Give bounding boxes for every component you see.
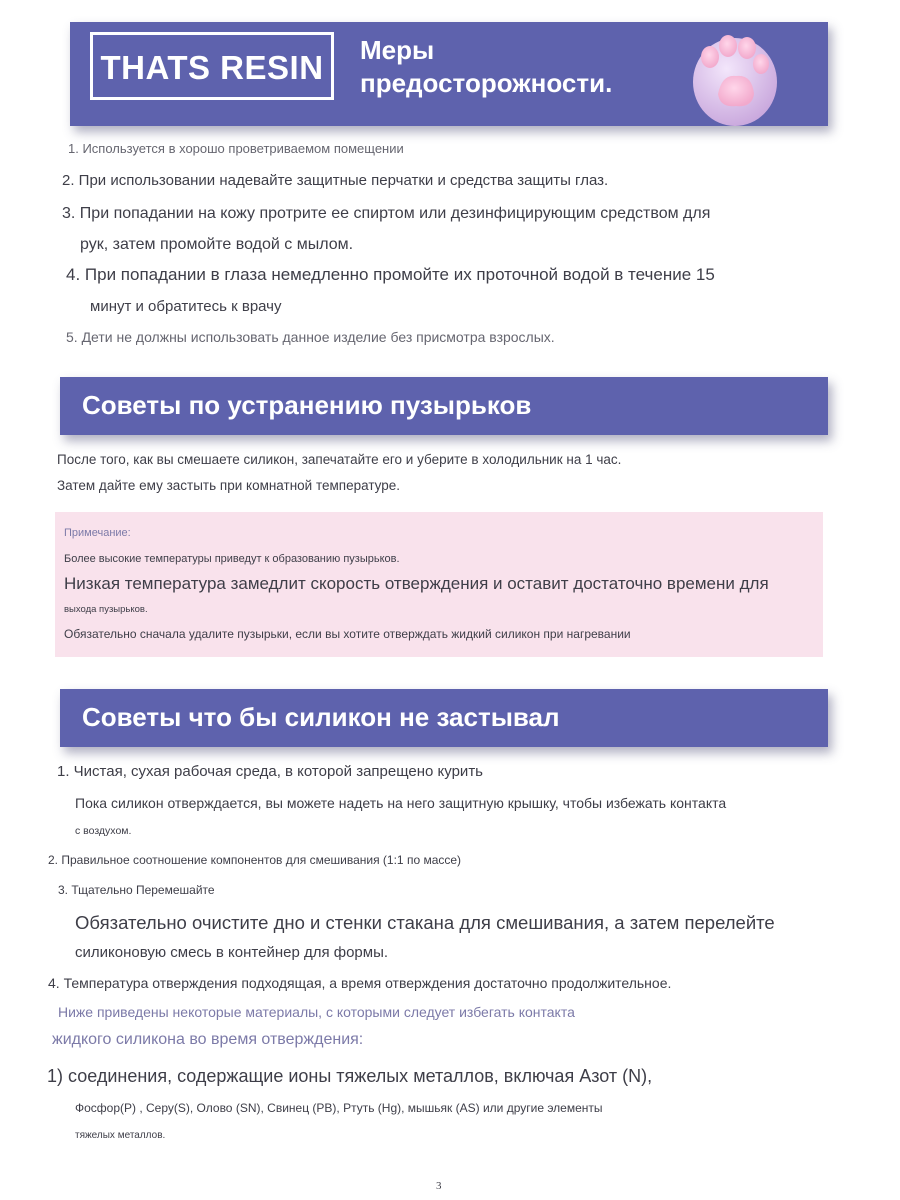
precaution-item-4-cont: минут и обратитесь к врачу xyxy=(90,298,282,315)
section-title-bubbles: Советы по устранению пузырьков xyxy=(82,390,532,420)
page-title-line2: предосторожности. xyxy=(360,68,613,98)
curing-item-3-sub2: силиконовую смесь в контейнер для формы. xyxy=(75,944,389,961)
precaution-item-3: 3. При попадании на кожу протрите ее спиртом или дезинфицирующим средством для xyxy=(62,205,711,222)
curing-item-1: 1. Чистая, сухая рабочая среда, в которой запрещено курить xyxy=(57,763,483,780)
curing-item-3: 3. Тщательно Перемешайте xyxy=(58,883,215,897)
brand-name: THATS RESIN xyxy=(100,49,324,86)
precaution-item-3-cont: рук, затем промойте водой с мылом. xyxy=(80,236,354,253)
section-bar-curing xyxy=(60,689,828,747)
curing-list-item-1: 1) соединения, содержащие ионы тяжелых металлов, включая Азот (N), xyxy=(47,1066,653,1086)
curing-item-4: 4. Температура отверждения подходящая, а время отверждения достаточно продолжительное. xyxy=(48,975,672,991)
curing-list-item-1-sub1: Фосфор(P) , Серу(S), Олово (SN), Свинец (PB), Ртуть (Hg), мышьяк (AS) или другие элементы xyxy=(75,1101,603,1115)
precaution-item-5: 5. Дети не должны использовать данное изделие без присмотра взрослых. xyxy=(66,329,555,345)
precaution-item-1: 1. Используется в хорошо проветриваемом помещении xyxy=(68,141,404,156)
note-line4: Обязательно сначала удалите пузырьки, если вы хотите отверждать жидкий силикон при нагревании xyxy=(64,627,631,641)
section-bar-bubbles xyxy=(60,377,828,435)
precaution-item-2: 2. При использовании надевайте защитные перчатки и средства защиты глаз. xyxy=(62,172,609,189)
brand-logo-box xyxy=(90,32,334,100)
note-line3: выхода пузырьков. xyxy=(64,604,148,615)
page-title-line1: Меры xyxy=(360,35,435,65)
bubbles-text-line2: Затем дайте ему застыть при комнатной температуре. xyxy=(57,478,401,493)
curing-list-item-1-sub2: тяжелых металлов. xyxy=(75,1130,166,1141)
curing-item-2: 2. Правильное соотношение компонентов для смешивания (1:1 по массе) xyxy=(48,853,462,867)
page-title xyxy=(360,34,612,100)
paw-icon xyxy=(680,22,790,132)
curing-item-1-sub1: Пока силикон отверждается, вы можете надеть на него защитную крышку, чтобы избежать контакта xyxy=(75,795,727,811)
curing-item-4-sub1: Ниже приведены некоторые материалы, с которыми следует избегать контакта xyxy=(58,1004,575,1020)
header-banner xyxy=(70,22,828,126)
note-box xyxy=(55,512,823,657)
section-title-curing: Советы что бы силикон не застывал xyxy=(82,702,560,732)
precaution-item-4: 4. При попадании в глаза немедленно промойте их проточной водой в течение 15 xyxy=(66,265,715,284)
curing-item-1-sub2: с воздухом. xyxy=(75,825,132,837)
note-line2: Низкая температура замедлит скорость отверждения и оставит достаточно времени для xyxy=(64,574,769,593)
note-label: Примечание: xyxy=(64,527,131,539)
page-number: 3 xyxy=(436,1180,442,1192)
note-line1: Более высокие температуры приведут к образованию пузырьков. xyxy=(64,553,400,565)
curing-item-4-sub2: жидкого силикона во время отверждения: xyxy=(52,1031,364,1048)
curing-item-3-sub1: Обязательно очистите дно и стенки стакана для смешивания, а затем перелейте xyxy=(75,912,775,933)
bubbles-text-line1: После того, как вы смешаете силикон, запечатайте его и уберите в холодильник на 1 час. xyxy=(57,452,622,467)
